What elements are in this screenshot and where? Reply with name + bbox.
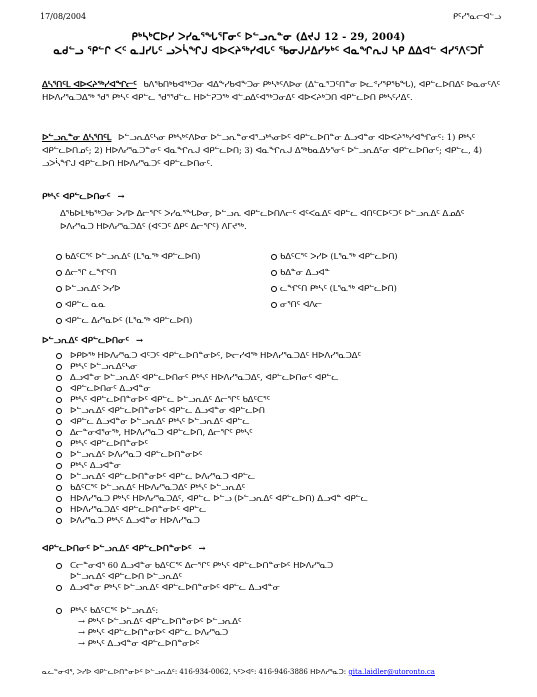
bullet-icon <box>56 419 62 425</box>
purpose-text: ᐅᓪᓗᕆᐃᑦᓴᓂ ᑭᒃᓴᒃᑦᐱᐅᓂ ᐅᓪᓗᕆᓐᓂᐊᕐᓗᒃᓴᓂᐅᑦ ᐊᑭᓪᓚᐅᑎᓐᓂ ᐃᓗᐊᓐᓂ ᐊᐅᐸᔨᖅᓯᐊᖏᓂᑦ: 1) ᑭᒃᓴᑦ ᐊᑭᓪᓚᐅᑎᓄᑦ; 2) ᕼᐅᐱᓯᕐᓇᑐᓐᓂᑦ ᐊᓇᖏᕆᒍ ᐊᑭᓪᓚᐅᑎ; 3) ᐊᓇᖏᕆᒍ ᐃᖅᑲᓇᐃᔭᕐᓂᑦ ᐅᓪᓗᕆᐃᑦᓂ ᐊᑭᓪᓚᐅᑎᓂᑦ; ᐊᑭᓪᓚ, 4) ᓗᐳᓵᖏᒍ ᐊᑭᓪᓚᐅᑎ ᕼᐅᐱᓯᕐᓇᑐᑦ ᐊᑭᓪᓚᐅᑎᓂᑦ. <box>42 132 482 168</box>
intro-paragraph <box>42 78 502 104</box>
bullet-icon <box>56 563 62 569</box>
arrow-right-icon: → <box>78 616 85 626</box>
arrow-right-icon: → <box>198 544 206 554</box>
section3-list <box>56 560 496 649</box>
list-item: ᕼᐅᐱᓯᕐᓇᑐᐃᑦ ᐊᑭᓪᓚᐅᑎᓐᓂᐅᑦ ᐊᑭᓪᓚ <box>56 504 496 515</box>
bullet-icon <box>271 254 277 260</box>
bullet-icon <box>56 408 62 414</box>
bullet-icon <box>56 397 62 403</box>
footer-phone: 416-934-0062 <box>179 668 229 676</box>
section1-description: ᐃᖃᐅᒪᒃᑲᖅᑐᓂ ᐳᓯᐅ ᐃᓕᕐᒋᑦ ᐳᓯᓇᕐᖓᐅᓂ, ᐅᓪᓗᕆ ᐊᑭᓪᓚᐅᑎᐱᓕᑦ ᐊᑦᐸᓇᐃᑦ ᐊᑭᓪᓚ ᐊᑎᑦᑕᐅᑦᑐᑦ ᐅᓪᓗᕆᐃᑦ ᐃᓄᐃᑦ ᐅᐱᓯᕐᓇᑐ ᕼᐅᐱᓯᕐᓇᑐᐃᑦ (ᐊᑦᑐᑦ ᐃᑭᑦ ᐃᓕᕐᒋᑦ) ᐱᒥᔪᖅ. <box>60 208 465 231</box>
list-subitem: → ᑭᒃᓴᑦ ᐅᓪᓗᕆᐃᑦ ᐊᑭᓪᓚᐅᑎᓐᓂᐅᑦ ᐅᓪᓗᕆᐃᑦ <box>78 616 242 626</box>
intro-text: ᑲᐱᖃᑎᒃᑲᐊᖅᑐᓂ ᐊᐃᖕᓯᑲᐊᖕᑐᓂ ᑭᒃᓴᒃᑦᐱᐅᓂ (ᐃᓪᓇᕐᑐᑦᑎᓐᓂ ᐅᓚᕝᓯᕐᑭᖃᖓ), ᐊᑭᓪᓚᐅᑎᐃᑦ ᐅᓇᓂᑦᐱᑦ ᕼᐅᐱᓯᕐᓇᑐᐃᖅ ᕐᑯᕐ ᑭᒃᓴᑦ ᐊᑭᓪᓚ ᕐᑯᕐᖁᓪᓚ ᕼᐅᓪᕈᑐᖅ ᐊᓪᓄᐃᑦᐊᖅᑐᓂᐃᑦ ᐊᐅᐸᔨᒃᑐᑎ ᐊᑭᓪᓚᐅᑎ ᑭᒃᓴᑦᓱᐃᑦ. <box>42 79 501 102</box>
bullet-icon <box>56 452 62 458</box>
bullet-icon <box>56 270 62 276</box>
list-item: ᐅᓪᓗᕆᐃᑦ ᐳᓯᐅ <box>56 283 271 293</box>
bullet-icon <box>271 270 277 276</box>
list-item: ᑭᒃᓴᑦ ᐊᑭᓪᓚᐅᑎᓐᓂᐅᑦ ᐊᑭᓪᓚ ᐅᓪᓗᕆᐃᑦ ᐃᓕᕐᒋᑦ ᑲᐃᑦᑕᕐᑦ <box>56 394 496 405</box>
section1-heading: ᑭᒃᓴᑦ ᐊᑭᓪᓚᐅᑎᓂᑦ → <box>42 192 125 202</box>
list-item: ᐅᐱᓯᕐᓇᑐ ᑭᒃᓴᑦ ᐃᓗᐊᓐᓂ ᕼᐅᐱᓯᕐᓇᑐ <box>56 515 496 526</box>
bullet-icon <box>56 386 62 392</box>
list-item: ᓂᕐᑎᑦ ᐊᐱᓕ <box>271 299 486 309</box>
list-item: ᐃᓗᐊᓐᓂ ᐅᓪᓗᕆᐃᑦ ᐊᑭᓪᓚᐅᑎᓂᑦ ᑭᒃᓴᑦ ᕼᐅᐱᓯᕐᓇᑐᐃᑦ, ᐊᑭᓪᓚᐅᑎᓂᑦ ᐊᑭᓪᓚ <box>56 372 496 383</box>
section2-list <box>56 350 496 526</box>
bullet-icon <box>56 353 62 359</box>
footer-contact: ᓇᓚᓐᓂᐊᕐ, ᐳᓯᐅ ᐊᑭᓪᓚᐅᑎᓐᓂᐅᑦ ᐅᓪᓗᕆᐃᑦ: 416-934-0062, ᓴᑦᐳᐊᑦ: 416-946-3886 ᕼᐅᐱᓯᕐᓇᑐ: gita.laidler@utoronto.ca <box>42 668 435 676</box>
bullet-icon <box>271 302 277 308</box>
bullet-icon <box>56 286 62 292</box>
bullet-icon <box>56 463 62 469</box>
list-item: ᐊᑭᓪᓚ ᐃᓯᕐᓇᐅᑦ (ᒪᕐᓇᖅ ᐊᑭᓪᓚᐅᑎ) <box>56 315 271 325</box>
list-subitem: → ᑭᒃᓴᑦ ᐃᓗᐊᓐᓂ ᐊᑭᓪᓚᐅᑎᓐᓂᐅᑦ <box>78 638 200 648</box>
footer-fax-label: ᓴᑦᐳᐊᑦ: <box>233 668 257 676</box>
list-item: ᐊᑭᓪᓚ ᐃᓗᐊᓐᓂ ᐅᓪᓗᕆᐃᑦ ᑭᒃᓴᑦ ᐅᓪᓗᕆᐃᑦ ᐊᑭᓪᓚ <box>56 416 496 427</box>
header-right-text: ᑭᑦᓯᕐᓇᓕᐊᓪᓗ <box>452 12 501 21</box>
list-item: ᑕᓕᓐᓂᐊᕐ 60 ᐃᓗᐊᓐᓂ ᑲᐃᑦᑕᕐᑦ ᐃᓕᕐᒋᑦ ᑭᒃᓴᑦ ᐊᑭᓪᓚᐅᑎᓐᓂᐅᑦ ᕼᐅᐱᓯᕐᓇᑐ <box>56 560 496 571</box>
bullet-icon <box>56 507 62 513</box>
list-item: ᑲᐃᑦᑕᕐᑦ ᐅᓪᓗᕆᐃᑦ ᕼᐅᐱᓯᕐᓇᑐᐃᑦ ᑭᒃᓴᑦ ᐅᓪᓗᕆᐃᑦ <box>56 482 496 493</box>
footer-fax: 416-946-3886 <box>258 668 308 676</box>
arrow-right-icon: → <box>117 192 125 202</box>
bullet-icon <box>56 441 62 447</box>
list-item: ᑭᒃᓴᑦ ᐅᓪᓗᕆᐃᑦᓴᓂ <box>56 361 496 372</box>
purpose-paragraph <box>42 131 502 170</box>
list-item: ᐊᑭᓪᓚ ᓇᓇ <box>56 299 271 309</box>
list-item: ᑲᐃᓐᓂ ᐃᓗᐊᓐ <box>271 267 486 277</box>
bullet-icon <box>56 585 62 591</box>
arrow-right-icon: → <box>78 627 85 637</box>
bullet-icon <box>271 286 277 292</box>
bullet-icon <box>56 302 62 308</box>
list-item: ᑲᐃᑦᑕᕐᑦ ᐳᓯᐅ (ᒪᕐᓇᖅ ᐊᑭᓪᓚᐅᑎ) <box>271 251 486 261</box>
list-item: ᐃᓕᕐᒋ ᓚᖏᑦᑎ <box>56 267 271 277</box>
purpose-label: ᐅᓪᓗᕆᓐᓂ ᐃᓴᕐᑎᑦᒪ <box>42 132 112 142</box>
list-item: ᑭᒃᓴᑦ ᐃᓗᐊᓐᓂ <box>56 460 496 471</box>
section1-grid <box>56 248 486 328</box>
list-subitem: → ᑭᒃᓴᑦ ᐊᑭᓪᓚᐅᑎᓐᓂᐅᑦ ᐊᑭᓪᓚ ᐅᐱᓯᕐᓇᑐ <box>78 627 229 637</box>
list-item: ᐊᑭᓪᓚᐅᑎᓂᑦ ᐃᓗᐊᓐᓂ <box>56 383 496 394</box>
arrow-right-icon: → <box>78 638 85 648</box>
footer-text: ᓇᓚᓐᓂᐊᕐ, ᐳᓯᐅ ᐊᑭᓪᓚᐅᑎᓐᓂᐅᑦ ᐅᓪᓗᕆᐃᑦ: <box>42 668 178 676</box>
document-subtitle: ᓇᑯᓪᓗ ᕐᑭᓪᒋ ᐸᑦ ᓇᒧᓯᒐᑦ ᓗᐳᓵᖏᒍ ᐊᐅᐸᔨᖅᓯᐊᒐᑦ ᖃᓂᒍᓱᐃᓯᔭᒃᑦ ᐊᓇᖏᕆᒍ ᓴᑭ ᐃᐃᐊᓪ ᐊᓯᕐᐱᑦᑐᒦ <box>53 46 484 57</box>
bullet-icon <box>56 375 62 381</box>
bullet-icon <box>56 254 62 260</box>
list-item: ᓚᖏᑦᑎ ᑭᒃᓴᑦ (ᒪᕐᓇᖅ ᐊᑭᓪᓚᐅᑎ) <box>271 283 486 293</box>
bullet-icon <box>56 485 62 491</box>
list-item: ᑲᐃᑦᑕᕐᑦ ᐅᓪᓗᕆᐃᑦ (ᒪᕐᓇᖅ ᐊᑭᓪᓚᐅᑎ) <box>56 251 271 261</box>
footer-email-label: ᕼᐅᐱᓯᕐᓇᑐ: <box>310 668 347 676</box>
list-item: ᐅᓪᓗᕆᐃᑦ ᐅᐱᓯᕐᓇᑐ ᐊᑭᓪᓚᐅᑎᓐᓂᐅᑦ <box>56 449 496 460</box>
list-item: ᐅᓪᓗᕆᐃᑦ ᐊᑭᓪᓚᐅᑎᓐᓂᐅᑦ ᐊᑭᓪᓚ ᐃᓗᐊᓐᓂ ᐊᑭᓪᓚᐅᑎ <box>56 405 496 416</box>
list-item: ᐅᓪᓗᕆᐃᑦ ᐊᑭᓪᓚᐅᑎᓐᓂᐅᑦ ᐊᑭᓪᓚ ᐅᐱᓯᕐᓇᑐ ᐊᑭᓪᓚ <box>56 471 496 482</box>
list-item: ᐃᓗᐊᓐᓂ ᑭᒃᓴᑦ ᐅᓪᓗᕆᐃᑦ ᐊᑭᓪᓚᐅᑎᓐᓂᐅᑦ ᐊᑭᓪᓚ ᐃᓗᐊᓐᓂ <box>56 582 496 593</box>
list-item: ᐅᑭᐅᖅ ᕼᐅᐱᓯᕐᓇᑐ ᐊᑦᑐᑦ ᐊᑭᓪᓚᐅᑎᓐᓂᐅᑦ, ᐅᓕᓯᐊᖅ ᕼᐅᐱᓯᕐᓇᑐᐃᑦ ᕼᐅᐱᓯᕐᓇᑐᐃᑦ <box>56 350 496 361</box>
bullet-icon <box>56 496 62 502</box>
bullet-icon <box>56 364 62 370</box>
intro-label: ᐃᓴᕐᑎᑦᒪ ᐊᐅᐸᔨᖅᓯᐊᖏᓕᑦ <box>42 79 137 89</box>
bullet-icon <box>56 518 62 524</box>
header-date: 17/08/2004 <box>40 12 87 21</box>
list-item: ᑭᒃᓴᑦ ᐊᑭᓪᓚᐅᑎᓐᓂᐅᑦ <box>56 438 496 449</box>
bullet-icon <box>56 608 62 614</box>
bullet-icon <box>56 318 62 324</box>
bullet-icon <box>56 430 62 436</box>
list-item: ᑭᒃᓴᑦ ᑲᐃᑦᑕᕐᑦ ᐅᓪᓗᕆᐃᑦ: <box>56 605 496 616</box>
bullet-icon <box>56 474 62 480</box>
list-item: ᐃᓕᓐᓂᐊᕐᓂᖅ, ᕼᐅᐱᓯᕐᓇᑐ ᐊᑭᓪᓚᐅᑎ, ᐃᓕᕐᒋᑦ ᑭᒃᓴᑦ <box>56 427 496 438</box>
list-item: ᕼᐅᐱᓯᕐᓇᑐ ᑭᒃᓴᑦ ᕼᐅᐱᓯᕐᓇᑐᐃᑦ, ᐊᑭᓪᓚ ᐅᓪᓗ (ᐅᓪᓗᕆᐃᑦ ᐊᑭᓪᓚᐅᑎ) ᐃᓗᐊᓐ ᐊᑭᓪᓚ <box>56 493 496 504</box>
section3-heading: ᐊᑭᓪᓚᐅᑎᓂᑦ ᐅᓪᓗᕆᐃᑦ ᐊᑭᓪᓚᐅᑎᓐᓂᐅᑦ → <box>42 544 206 554</box>
email-link[interactable]: gita.laidler@utoronto.ca <box>348 668 435 676</box>
list-item: ᐅᓪᓗᕆᐃᑦ ᐊᑭᓪᓚᐅᑎ ᐅᓪᓗᕆᐃᑦ <box>70 571 182 581</box>
arrow-right-icon: → <box>136 336 144 346</box>
document-title: ᑭᒃᓴᒃᑕᐅᓯ ᐳᓯᓇᕐᖓᕐᒥᓂᑦ ᐅᓪᓗᕆᓐᓂ (ᐃᔪᒍ 12 - 29, 2004) <box>131 32 406 43</box>
section2-heading: ᐅᓪᓗᕆᐃᑦ ᐊᑭᓪᓚᐅᑎᓂᑦ → <box>42 336 144 346</box>
